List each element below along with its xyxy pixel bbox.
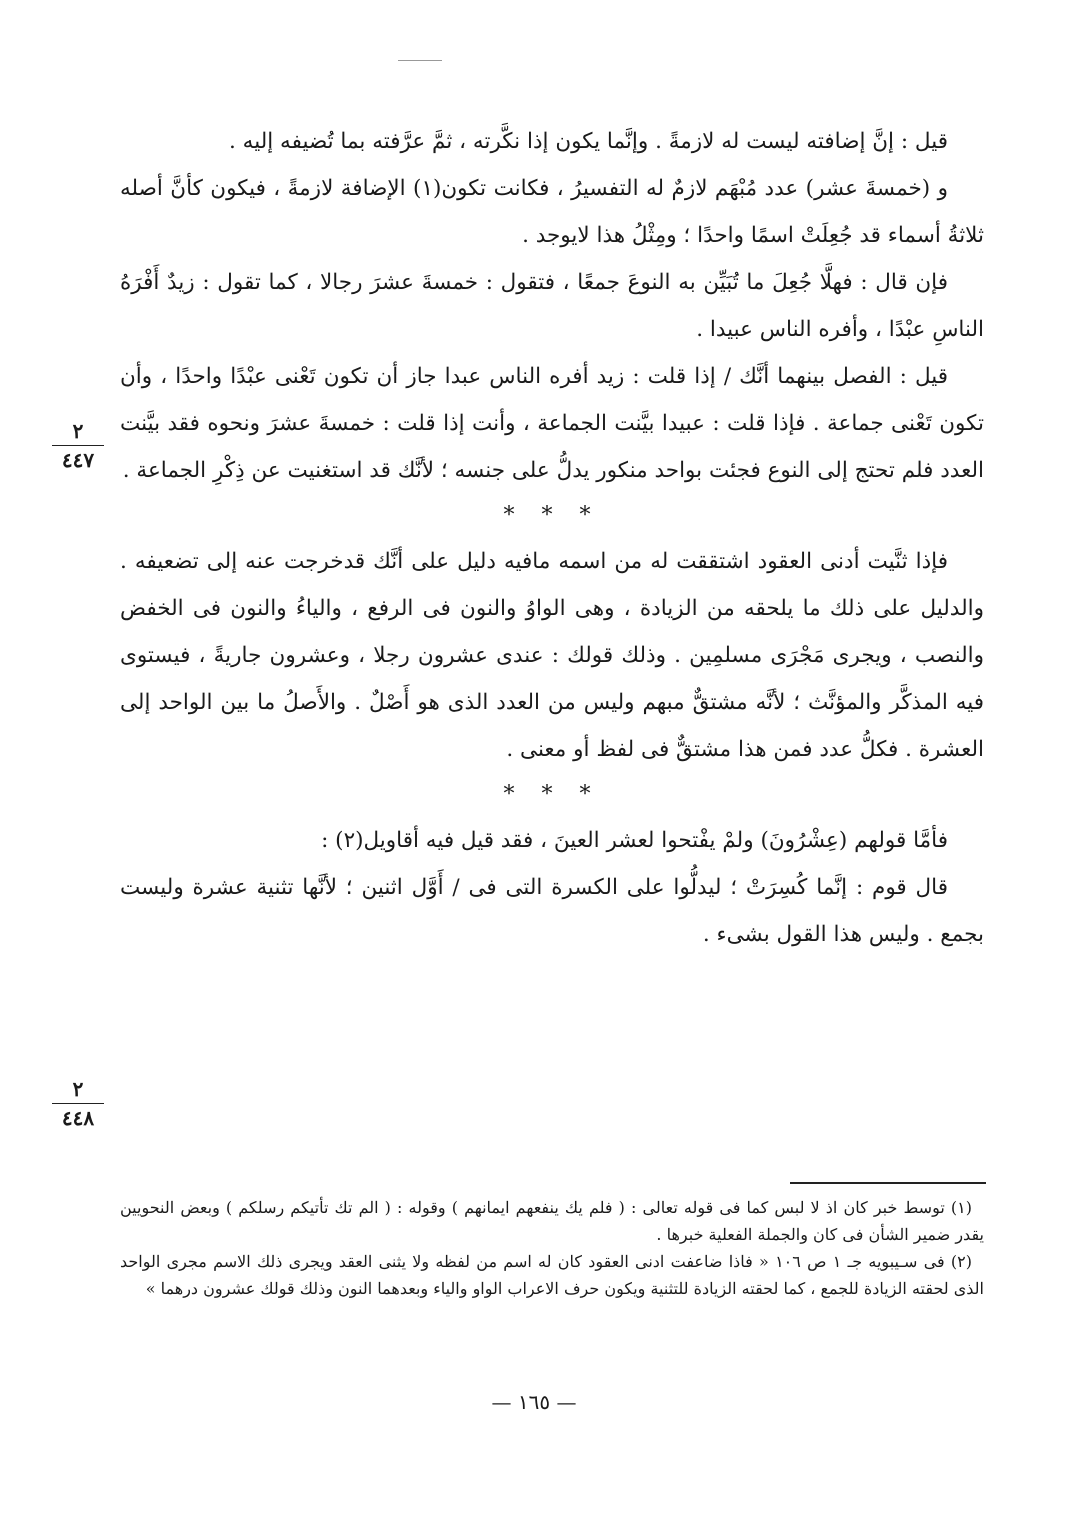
margin-page: ٤٤٨	[61, 1106, 95, 1130]
paragraph-7: قال قوم : إنَّما كُسِرَتْ ؛ ليدلُّوا على الكسرة التى فى / أَوَّل اثنين ؛ لأنَّها تثنية عشرة وليست بجمع . وليس هذا القول بشىء .	[120, 875, 984, 947]
margin-volume: ٢	[52, 1078, 104, 1104]
margin-page-ref	[52, 420, 104, 471]
footnote-1: (١) توسط خبر كان اذ لا لبس كما فى قوله تعالى : ( فلم يك ينفعهم ايمانهم ) وقوله : ( الم تك تأتيكم رسلكم ) وبعض النحويين يقدر ضمير الشأن فى كان والجملة الفعلية خبرها .	[120, 1198, 984, 1244]
paragraph-6: فأمَّا قولهم (عِشْرُونَ) ولمْ يفْتحوا لعشر العينَ ، فقد قيل فيه أقاويل(٢) :	[321, 828, 948, 853]
section-separator: * * *	[503, 503, 601, 528]
paragraph-1: قيل : إنَّ إضافته ليست له لازمةً . وإنَّما يكون إذا نكَّرته ، ثمَّ عرَّفته بما تُضيفه إليه .	[229, 129, 948, 154]
main-text	[120, 118, 984, 958]
paragraph-4: قيل : الفصل بينهما أنَّك / إذا قلت : زيد أفره الناس عبدا جاز أن تكون تَعْنى عبْدًا واحدًا ، وأن تكون تَعْنى جماعة . فإذا قلت : عبيدا بيَّنت الجماعة ، وأنت إذا قلت : خمسةَ عشرَ ونحوه فقد بيَّنت العدد فلم تحتج إلى النوع فجئت بواحد منكور يدلُّ على جنسه ؛ لأنَّك قد استغنيت عن ذِكْرِ الجماعة .	[120, 364, 984, 483]
margin-page-ref	[52, 1078, 104, 1129]
margin-volume: ٢	[52, 420, 104, 446]
footnote-rule	[790, 1182, 986, 1184]
paragraph-2: و (خمسةَ عشر) عدد مُبْهَم لازمٌ له التفسيرُ ، فكانت تكون(١) الإضافة لازمةً ، فيكون كأنَّ أصله ثلاثةُ أسماء قد جُعِلَتْ اسمًا واحدًا ؛ ومِثْلُ هذا لايوجد .	[120, 176, 984, 248]
section-separator: * * *	[503, 782, 601, 807]
top-mark	[398, 60, 442, 61]
margin-page: ٤٤٧	[61, 448, 95, 472]
page-number: — ١٦٥ —	[491, 1390, 577, 1414]
footnote-2: (٢) فى سـيبويه جـ ١ ص ١٠٦ « فاذا ضاعفت ادنى العقود كان له اسم من لفظه ولا يثنى العقد ويجرى ذلك الاسم مجرى الواحد الذى لحقته الزيادة للجمع ، كما لحقته الزيادة للتثنية ويكون حرف الاعراب الواو والياء وبعدهما النون وذلك قولك عشرون درهما »	[120, 1252, 984, 1298]
paragraph-3: فإن قال : فهلَّا جُعِلَ ما تُبَيِّن به النوعَ جمعًا ، فتقول : خمسةَ عشرَ رجالا ، كما تقول : زيدٌ أَفْرَهُ الناسِ عبْدًا ، وأفره الناس عبيدا .	[120, 270, 984, 342]
paragraph-5: فإذا ثنَّيت أدنى العقود اشتققت له من اسمه مافيه دليل على أنَّك قدخرجت عنه إلى تضعيفه . والدليل على ذلك ما يلحقه من الزيادة ، وهى الواوُ والنون فى الرفع ، والياءُ والنون فى الخفض والنصب ، ويجرى مَجْرَى مسلمِين . وذلك قولك : عندى عشرون رجلا ، وعشرون جاريةً ، فيستوى فيه المذكَّر والمؤنَّث ؛ لأنَّه مشتقٌّ مبهم وليس من العدد الذى هو أَصْلٌ . والأَصلُ ما بين الواحد إلى العشرة . فكلُّ عدد فمن هذا مشتقٌّ فى لفظ أو معنى .	[120, 549, 984, 762]
footnotes	[120, 1194, 984, 1302]
